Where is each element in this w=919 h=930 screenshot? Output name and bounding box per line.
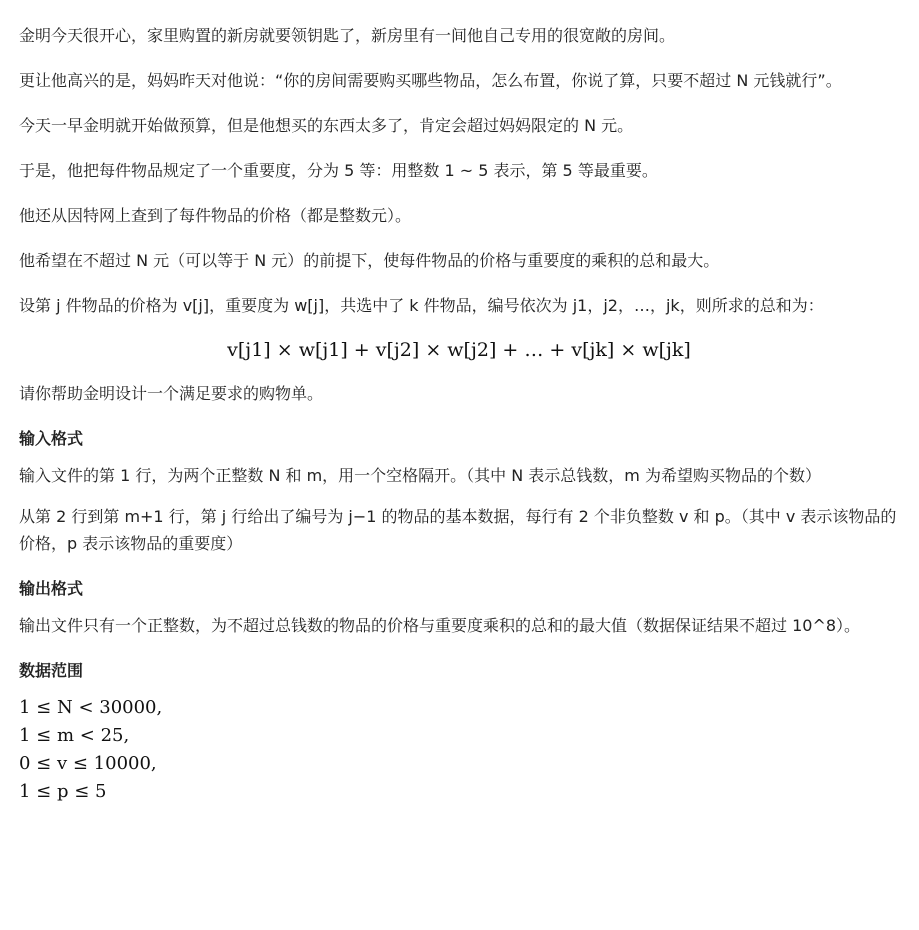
input-format-heading: 输入格式 <box>19 429 84 448</box>
range-n: 1 ≤ N < 30000, <box>19 697 163 718</box>
paragraph-definition: 设第 j 件物品的价格为 v[j]，重要度为 w[j]，共选中了 k 件物品，编号依次为 j1，j2，…，jk，则所求的总和为： <box>19 296 824 315</box>
data-range-heading: 数据范围 <box>19 661 84 680</box>
range-p: 1 ≤ p ≤ 5 <box>19 781 107 802</box>
output-format-heading: 输出格式 <box>19 579 84 598</box>
sum-formula: v[j1] × w[j1] + v[j2] × w[j2] + … + v[jk] × w[jk] <box>227 339 691 361</box>
range-v: 0 ≤ v ≤ 10000, <box>19 753 157 774</box>
paragraph-budget: 今天一早金明就开始做预算，但是他想买的东西太多了，肯定会超过妈妈限定的 N 元。 <box>19 116 634 135</box>
paragraph-prices: 他还从因特网上查到了每件物品的价格（都是整数元）。 <box>19 206 412 225</box>
range-m: 1 ≤ m < 25, <box>19 725 130 746</box>
paragraph-request: 请你帮助金明设计一个满足要求的购物单。 <box>19 384 324 403</box>
input-format-line2: 从第 2 行到第 m+1 行，第 j 行给出了编号为 j−1 的物品的基本数据，每行有 2 个非负整数 v 和 p。（其中 v 表示该物品的价格，p 表示该物品的重要度） <box>19 507 897 553</box>
paragraph-mom-rule: 更让他高兴的是，妈妈昨天对他说：“你的房间需要购买哪些物品，怎么布置，你说了算，只要不超过 N 元钱就行”。 <box>19 71 842 90</box>
data-range-list <box>19 694 899 806</box>
paragraph-intro: 金明今天很开心，家里购置的新房就要领钥匙了，新房里有一间他自己专用的很宽敞的房间。 <box>19 26 676 45</box>
input-format-line1: 输入文件的第 1 行，为两个正整数 N 和 m，用一个空格隔开。（其中 N 表示总钱数，m 为希望购买物品的个数） <box>19 466 821 485</box>
paragraph-importance: 于是，他把每件物品规定了一个重要度，分为 5 等：用整数 1 ~ 5 表示，第 5 等最重要。 <box>19 161 658 180</box>
output-format-text: 输出文件只有一个正整数，为不超过总钱数的物品的价格与重要度乘积的总和的最大值（数据保证结果不超过 10^8）。 <box>19 616 861 635</box>
paragraph-goal: 他希望在不超过 N 元（可以等于 N 元）的前提下，使每件物品的价格与重要度的乘积的总和最大。 <box>19 251 720 270</box>
